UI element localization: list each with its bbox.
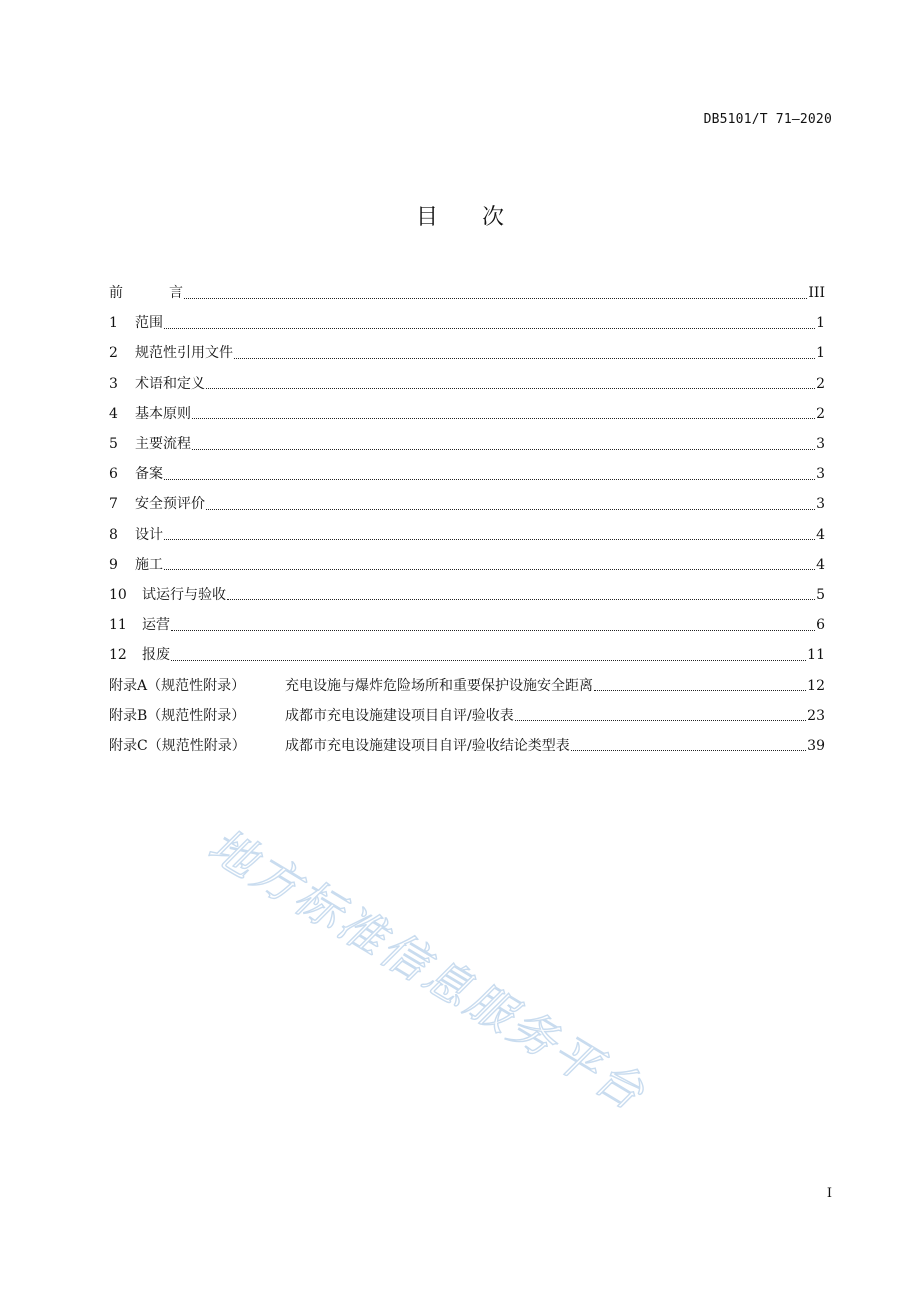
- toc-entry-page: 1: [816, 345, 825, 362]
- toc-entry-page: 23: [807, 707, 825, 724]
- dot-leader: [171, 630, 815, 631]
- dot-leader: [594, 690, 806, 691]
- toc-entry-number: 1: [109, 315, 118, 332]
- toc-entry-page: 2: [816, 375, 825, 392]
- dot-leader: [206, 509, 815, 510]
- toc-entry-label: 范围: [135, 315, 163, 332]
- toc-entry-number: 3: [109, 375, 118, 392]
- toc-entry-foreword[interactable]: [109, 278, 825, 308]
- toc-entry-label: 术语和定义: [135, 375, 205, 392]
- toc-entry-label: 基本原则: [135, 405, 191, 422]
- dot-leader: [515, 720, 806, 721]
- toc-entry[interactable]: [109, 429, 825, 459]
- toc-entry-page: 39: [807, 737, 825, 754]
- toc-entry-page: 6: [816, 617, 825, 634]
- standard-code: DB5101/T 71—2020: [703, 112, 832, 127]
- toc-entry-page: 3: [816, 466, 825, 483]
- appendix-prefix: 附录B（规范性附录）: [109, 707, 246, 724]
- toc-entry[interactable]: [109, 308, 825, 338]
- dot-leader: [164, 328, 815, 329]
- toc-entry-appendix[interactable]: [109, 731, 825, 761]
- appendix-prefix: 附录A（规范性附录）: [109, 677, 246, 694]
- toc-entry-label: 安全预评价: [135, 496, 205, 513]
- toc-entry-label: 主要流程: [135, 436, 191, 453]
- toc-entry[interactable]: [109, 489, 825, 519]
- toc-entry-page: 4: [816, 526, 825, 543]
- dot-leader: [164, 569, 815, 570]
- dot-leader: [164, 479, 815, 480]
- toc-entry[interactable]: [109, 338, 825, 368]
- toc-entry-page: 4: [816, 556, 825, 573]
- toc-entry-page: 1: [816, 315, 825, 332]
- toc-entry-label: 运营: [142, 617, 170, 634]
- toc-entry-number: 9: [109, 556, 118, 573]
- toc-entry-label: 备案: [135, 466, 163, 483]
- toc-entry-number: 8: [109, 526, 118, 543]
- toc-entry[interactable]: [109, 459, 825, 489]
- toc-entry-number: 5: [109, 436, 118, 453]
- toc-entry-number: 7: [109, 496, 118, 513]
- toc-entry-number: 6: [109, 466, 118, 483]
- dot-leader: [171, 660, 806, 661]
- toc-entry[interactable]: [109, 550, 825, 580]
- toc-entry-label: 施工: [135, 556, 163, 573]
- table-of-contents: [109, 278, 825, 761]
- toc-entry-page: 12: [807, 677, 825, 694]
- watermark: 地方标准信息服务平台: [199, 817, 656, 1122]
- title-char-2: 次: [482, 205, 505, 230]
- toc-entry[interactable]: [109, 369, 825, 399]
- dot-leader: [206, 388, 815, 389]
- page-number: I: [826, 1186, 832, 1201]
- title-char-1: 目: [415, 205, 438, 230]
- toc-entry-number: 11: [109, 617, 127, 634]
- dot-leader: [184, 298, 807, 299]
- toc-entry-page: 3: [816, 496, 825, 513]
- toc-entry-label: 成都市充电设施建设项目自评/验收结论类型表: [285, 737, 570, 754]
- toc-entry[interactable]: [109, 520, 825, 550]
- dot-leader: [227, 599, 815, 600]
- toc-entry-page: III: [808, 285, 825, 302]
- dot-leader: [571, 750, 806, 751]
- toc-entry-appendix[interactable]: [109, 670, 825, 700]
- toc-entry-number: 10: [109, 586, 127, 603]
- dot-leader: [192, 449, 815, 450]
- toc-entry-number: 2: [109, 345, 118, 362]
- appendix-prefix: 附录C（规范性附录）: [109, 737, 246, 754]
- dot-leader: [192, 418, 815, 419]
- toc-entry-label: 前 言: [109, 285, 183, 302]
- toc-entry-label: 报废: [142, 647, 170, 664]
- toc-entry-label: 成都市充电设施建设项目自评/验收表: [285, 707, 514, 724]
- toc-entry[interactable]: [109, 580, 825, 610]
- toc-entry[interactable]: [109, 399, 825, 429]
- dot-leader: [164, 539, 815, 540]
- toc-entry-label: 试运行与验收: [142, 586, 226, 603]
- toc-entry[interactable]: [109, 610, 825, 640]
- toc-entry-label: 规范性引用文件: [135, 345, 233, 362]
- toc-entry-number: 4: [109, 405, 118, 422]
- toc-entry-number: 12: [109, 647, 127, 664]
- toc-entry-appendix[interactable]: [109, 701, 825, 731]
- page-title: [0, 200, 920, 231]
- toc-entry-page: 3: [816, 436, 825, 453]
- toc-entry[interactable]: [109, 640, 825, 670]
- dot-leader: [234, 358, 815, 359]
- toc-entry-label: 充电设施与爆炸危险场所和重要保护设施安全距离: [285, 677, 593, 694]
- toc-entry-label: 设计: [135, 526, 163, 543]
- toc-entry-page: 5: [816, 586, 825, 603]
- toc-entry-page: 2: [816, 405, 825, 422]
- toc-entry-page: 11: [807, 647, 825, 664]
